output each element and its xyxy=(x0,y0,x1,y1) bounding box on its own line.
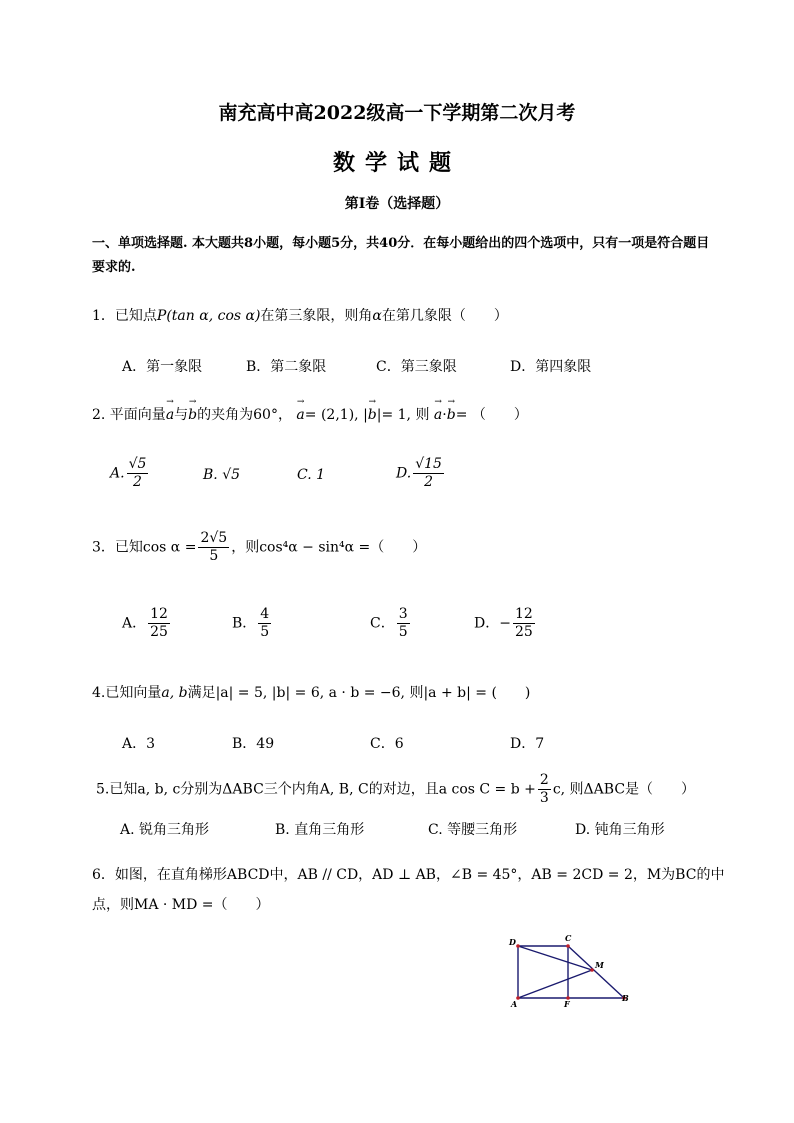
q2-vec-b-2: → b xyxy=(368,407,377,423)
q3-option-a: A． $\frac{12}{25}$ xyxy=(122,606,168,640)
q2-option-d: D. $\frac{√15}{2}$ xyxy=(396,456,442,490)
q1-option-d: D．第四象限 xyxy=(510,359,592,375)
q1-alpha: α xyxy=(372,308,382,324)
label-A: A xyxy=(511,999,518,1009)
q1-point: P(tan α, cos α) xyxy=(156,308,261,324)
q2-prefix: 2. 平面向量 xyxy=(92,407,166,423)
q1-end: 在第几象限（ ） xyxy=(381,308,508,324)
q2-vec-b: → b xyxy=(188,407,197,423)
q2-vec-a-2: → a xyxy=(296,407,304,423)
label-C: C xyxy=(565,933,572,943)
q2-end: = （ ） xyxy=(455,407,528,423)
question-1 xyxy=(92,305,508,325)
question-5: 5.已知a, b, c分别为ΔABC三个内角A, B, C的对边，且a cos C = b + $\frac{2}{3}$ c, 则ΔABC是（ ） xyxy=(96,772,696,806)
q1-option-b: B．第二象限 xyxy=(246,359,327,375)
label-B: B xyxy=(622,993,629,1003)
q1-suffix: 在第三象限，则角 xyxy=(260,308,373,324)
section-title: 第Ⅰ卷（选择题） xyxy=(344,196,450,212)
q2-mid: 的夹角为60°， xyxy=(197,407,292,423)
q5-fraction: $\frac{2}{3}$ xyxy=(539,772,549,806)
q4-option-a: A．3 xyxy=(122,736,156,752)
label-M: M xyxy=(595,960,604,970)
q4-option-c: C．6 xyxy=(370,736,404,752)
q1-prefix: 1．已知点 xyxy=(92,308,157,324)
q1-option-c: C．第三象限 xyxy=(376,359,457,375)
q2-option-c: C. 1 xyxy=(297,467,326,483)
q3-fraction: $\frac{2√5}{5}$ xyxy=(200,530,228,564)
q2-option-a: A. $\frac{√5}{2}$ xyxy=(110,456,147,490)
q2-eq1: = (2,1), xyxy=(304,407,359,423)
q2-yu: 与 xyxy=(174,407,189,423)
exam-subtitle: 数学试题 xyxy=(332,150,461,176)
q5-option-b: B. 直角三角形 xyxy=(275,822,365,838)
q2-option-b: B. √5 xyxy=(203,467,241,483)
section-instructions: 一、单项选择题. 本大题共8小题，每小题5分，共40分．在每小题给出的四个选项中，只有一项是符合题目要求的. xyxy=(92,236,710,275)
q1-option-a: A．第一象限 xyxy=(122,359,203,375)
q5-option-c: C. 等腰三角形 xyxy=(428,822,518,838)
q2-eq2: = 1, 则 xyxy=(381,407,430,423)
trapezoid-figure xyxy=(500,930,640,1012)
q3-option-c: C． $\frac{3}{5}$ xyxy=(370,606,408,640)
q5-option-a: A. 锐角三角形 xyxy=(120,822,210,838)
question-4: 4.已知向量a, b满足|a| = 5, |b| = 6, a · b = −6, 则|a + b| = ( ) xyxy=(92,685,531,701)
q5-option-d: D. 钝角三角形 xyxy=(575,822,665,838)
q2-vec-a: → a xyxy=(166,407,174,423)
q3-option-b: B． $\frac{4}{5}$ xyxy=(232,606,270,640)
question-6-line1: 6．如图，在直角梯形ABCD中，AB // CD，AD ⊥ AB，∠B = 45°，AB = 2CD = 2，M为BC的中 xyxy=(92,867,725,883)
question-6-line2: 点，则MA · MD =（ ） xyxy=(92,897,270,913)
exam-title: 南充高中高2022级高一下学期第二次月考 xyxy=(218,102,576,124)
q2-vec-a-3: → a xyxy=(434,407,442,423)
label-F: F xyxy=(564,999,570,1009)
q3-option-d: D．− $\frac{12}{25}$ xyxy=(474,606,533,640)
q2-vec-b-3: → b xyxy=(447,407,456,423)
label-D: D xyxy=(509,937,516,947)
question-3: 3．已知cos α = $\frac{2√5}{5}$ ，则cos⁴α − sin⁴α =（ ） xyxy=(92,530,427,564)
q4-option-b: B．49 xyxy=(232,736,275,752)
question-2: 2. 平面向量→ a与→ b的夹角为60°， → a= (2,1), |→ b|= 1, 则 → a·→ b= （ ） xyxy=(92,404,528,424)
q4-option-d: D．7 xyxy=(510,736,545,752)
q2-dot: · xyxy=(442,407,447,423)
